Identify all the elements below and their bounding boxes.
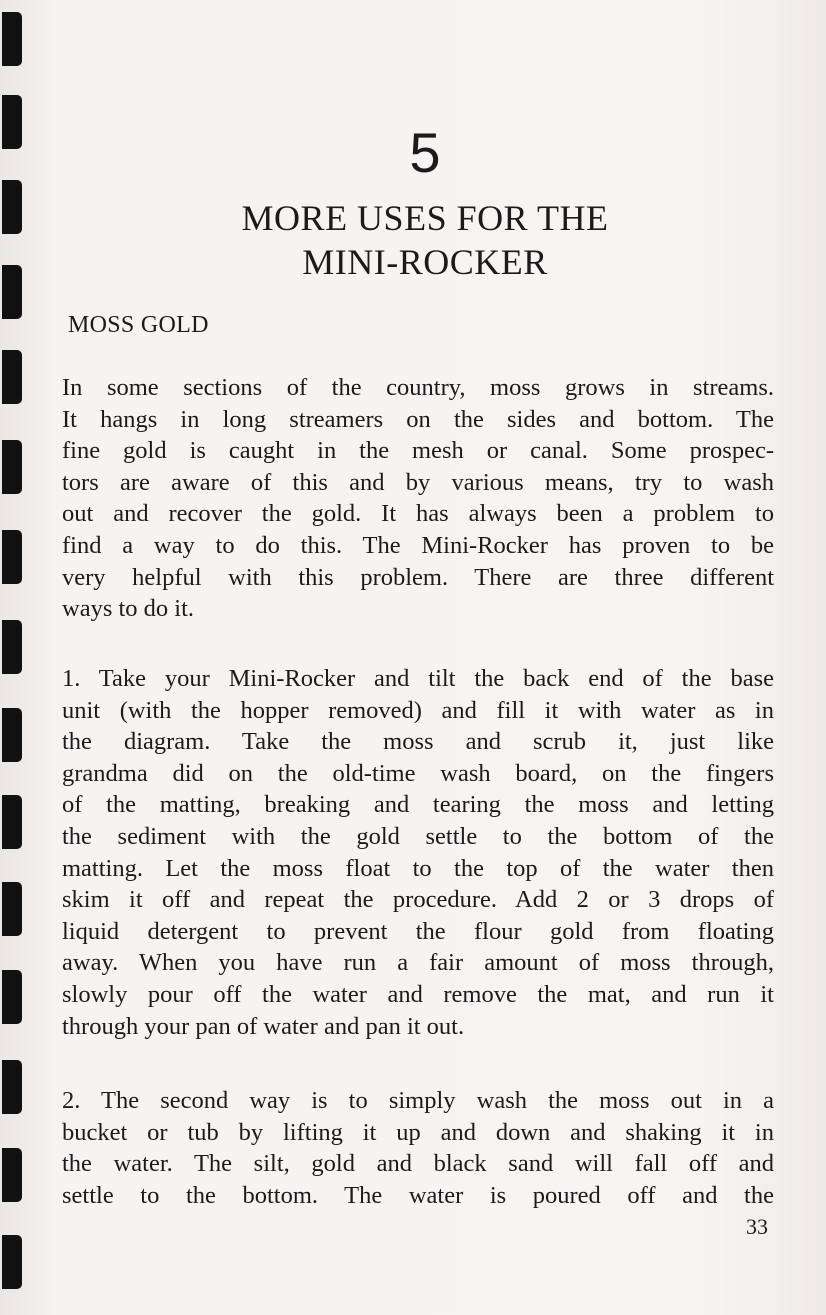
binding-ring bbox=[2, 180, 22, 234]
text-line: 1. Take your Mini-Rocker and tilt the back end of the base bbox=[62, 665, 774, 692]
chapter-title-line: MORE USES FOR THE bbox=[241, 198, 609, 238]
text-line: tors are aware of this and by various means, try to wash bbox=[62, 468, 774, 496]
text-line: of the matting, breaking and tearing the moss and letting bbox=[62, 791, 774, 819]
binding-ring bbox=[2, 265, 22, 319]
text-line: the water. The silt, gold and black sand will fall off and bbox=[62, 1150, 774, 1178]
section-heading: MOSS GOLD bbox=[68, 312, 209, 338]
binding-ring bbox=[2, 970, 22, 1024]
text-line: grandma did on the old-time wash board, on the fingers bbox=[62, 759, 774, 787]
binding-ring bbox=[2, 1060, 22, 1114]
text-line: 2. The second way is to simply wash the moss out in a bbox=[62, 1087, 774, 1114]
text-line: the diagram. Take the moss and scrub it, just like bbox=[62, 728, 774, 756]
spiral-binding bbox=[0, 0, 30, 1315]
text-line: find a way to do this. The Mini-Rocker has proven to be bbox=[62, 531, 774, 559]
text-line: slowly pour off the water and remove the mat, and run it bbox=[62, 980, 774, 1008]
text-line: liquid detergent to prevent the flour gold from floating bbox=[62, 917, 774, 945]
text-line: the sediment with the gold settle to the bottom of the bbox=[62, 822, 774, 850]
binding-ring bbox=[2, 882, 22, 936]
paragraph-method-1 bbox=[62, 663, 774, 1042]
paragraph-intro bbox=[62, 372, 774, 625]
chapter-number: 5 bbox=[409, 121, 441, 184]
text-line: through your pan of water and pan it out. bbox=[62, 1012, 465, 1040]
binding-ring bbox=[2, 620, 22, 674]
binding-ring bbox=[2, 350, 22, 404]
text-line: out and recover the gold. It has always been a problem to bbox=[62, 500, 774, 528]
binding-ring bbox=[2, 12, 22, 66]
text-line: fine gold is caught in the mesh or canal. Some prospec- bbox=[62, 437, 774, 465]
text-line: unit (with the hopper removed) and fill it with water as in bbox=[62, 696, 774, 724]
text-line: skim it off and repeat the procedure. Add 2 or 3 drops of bbox=[62, 886, 774, 914]
text-line: matting. Let the moss float to the top of the water then bbox=[62, 854, 774, 882]
page-number: 33 bbox=[746, 1214, 768, 1239]
chapter-title-line: MINI-ROCKER bbox=[302, 242, 548, 282]
text-line: ways to do it. bbox=[62, 595, 195, 623]
paragraph-method-2 bbox=[62, 1085, 774, 1211]
binding-ring bbox=[2, 1235, 22, 1289]
text-line: It hangs in long streamers on the sides and bottom. The bbox=[62, 405, 774, 433]
binding-ring bbox=[2, 440, 22, 494]
binding-ring bbox=[2, 708, 22, 762]
text-line: settle to the bottom. The water is poured off and the bbox=[62, 1181, 774, 1209]
binding-ring bbox=[2, 795, 22, 849]
binding-ring bbox=[2, 1148, 22, 1202]
text-line: bucket or tub by lifting it up and down and shaking it in bbox=[62, 1118, 774, 1146]
text-line: In some sections of the country, moss grows in streams. bbox=[62, 374, 774, 401]
text-line: away. When you have run a fair amount of moss through, bbox=[62, 949, 774, 977]
binding-ring bbox=[2, 530, 22, 584]
chapter-title bbox=[170, 196, 680, 284]
text-line: very helpful with this problem. There are three different bbox=[62, 563, 774, 591]
